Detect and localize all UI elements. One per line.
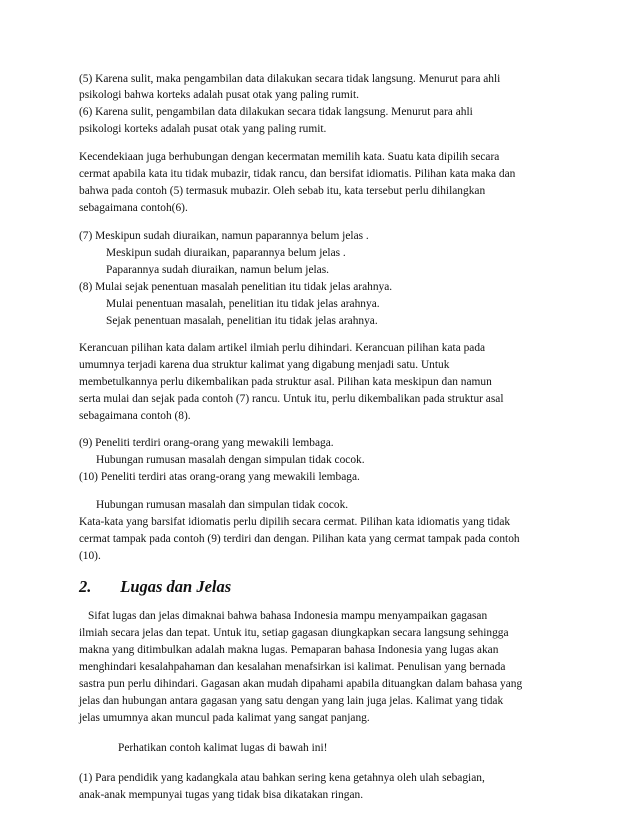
example-line: (10) Peneliti terdiri atas orang-orang yang mewakili lembaga.	[79, 471, 360, 483]
example-line: Meskipun sudah diuraikan, paparannya belum jelas .	[106, 247, 346, 259]
paragraph-line: Kata-kata yang barsifat idiomatis perlu dipilih secara cermat. Pilihan kata idiomatis yang tidak	[79, 516, 511, 528]
paragraph-line: sastra pun perlu dihindari. Gagasan akan mudah dipahami apabila dituangkan dalam bahasa yang	[79, 678, 523, 690]
paragraph-line: membetulkannya perlu dikembalikan pada struktur asal. Pilihan kata meskipun dan namun	[79, 376, 492, 388]
example-line: Hubungan rumusan masalah dan simpulan tidak cocok.	[96, 499, 349, 511]
paragraph-line: ilmiah secara jelas dan tepat. Untuk itu, setiap gagasan diungkapkan secara langsung sehingga	[79, 627, 509, 639]
example-line: Mulai penentuan masalah, penelitian itu tidak jelas arahnya.	[106, 298, 380, 310]
example-line: (9) Peneliti terdiri orang-orang yang mewakili lembaga.	[79, 437, 334, 449]
example-line: Paparannya sudah diuraikan, namun belum jelas.	[106, 264, 330, 276]
paragraph-line: umumnya terjadi karena dua struktur kalimat yang digabung menjadi satu. Untuk	[79, 359, 450, 371]
paragraph-line: makna yang ditimbulkan adalah makna lugas. Pemaparan bahasa Indonesia yang lugas akan	[79, 644, 499, 656]
paragraph-line: menghindari kesalahpahaman dan kesalahan menafsirkan isi kalimat. Penulisan yang bernada	[79, 661, 506, 673]
section-heading: 2. Lugas dan Jelas	[79, 577, 232, 596]
paragraph-line: psikologi korteks adalah pusat otak yang paling rumit.	[79, 123, 327, 135]
paragraph-line: bahwa pada contoh (5) termasuk mubazir. Oleh sebab itu, kata tersebut perlu dihilangkan	[79, 185, 486, 197]
paragraph-line: Kecendekiaan juga berhubungan dengan kecermatan memilih kata. Suatu kata dipilih secara	[79, 151, 500, 163]
example-line: Hubungan rumusan masalah dengan simpulan tidak cocok.	[96, 454, 365, 466]
paragraph-line: (10).	[79, 550, 101, 562]
example-line: (1) Para pendidik yang kadangkala atau bahkan sering kena getahnya oleh ulah sebagian,	[79, 772, 485, 784]
paragraph-line: serta mulai dan sejak pada contoh (7) rancu. Untuk itu, perlu dikembalikan pada struktur asal	[79, 393, 504, 405]
paragraph-line: sebagaimana contoh(6).	[79, 202, 188, 214]
example-line: (7) Meskipun sudah diuraikan, namun paparannya belum jelas .	[79, 230, 369, 242]
example-line: Sejak penentuan masalah, penelitian itu tidak jelas arahnya.	[106, 315, 378, 327]
paragraph-line: (6) Karena sulit, pengambilan data dilakukan secara tidak langsung. Menurut para ahli	[79, 106, 473, 118]
instruction-line: Perhatikan contoh kalimat lugas di bawah ini!	[118, 742, 328, 754]
example-line: (8) Mulai sejak penentuan masalah penelitian itu tidak jelas arahnya.	[79, 281, 393, 293]
paragraph-line: Sifat lugas dan jelas dimaknai bahwa bahasa Indonesia mampu menyampaikan gagasan	[88, 610, 488, 622]
paragraph-line: (5) Karena sulit, maka pengambilan data dilakukan secara tidak langsung. Menurut para ahli	[79, 73, 501, 85]
paragraph-line: jelas umumnya akan muncul pada kalimat yang sangat panjang.	[79, 712, 370, 724]
example-line: anak-anak mempunyai tugas yang tidak bisa dikatakan ringan.	[79, 789, 364, 801]
paragraph-line: cermat tampak pada contoh (9) terdiri dan dengan. Pilihan kata yang cermat tampak pada contoh	[79, 533, 520, 545]
paragraph-line: Kerancuan pilihan kata dalam artikel ilmiah perlu dihindari. Kerancuan pilihan kata pada	[79, 342, 486, 354]
paragraph-line: psikologi bahwa korteks adalah pusat otak yang paling rumit.	[79, 89, 359, 101]
paragraph-line: jelas dan hubungan antara gagasan yang satu dengan yang lain juga jelas. Kalimat yang tidak	[79, 695, 504, 707]
paragraph-line: sebagaimana contoh (8).	[79, 410, 191, 422]
paragraph-line: cermat apabila kata itu tidak mubazir, tidak rancu, dan bersifat idiomatis. Pilihan kata maka dan	[79, 168, 516, 180]
